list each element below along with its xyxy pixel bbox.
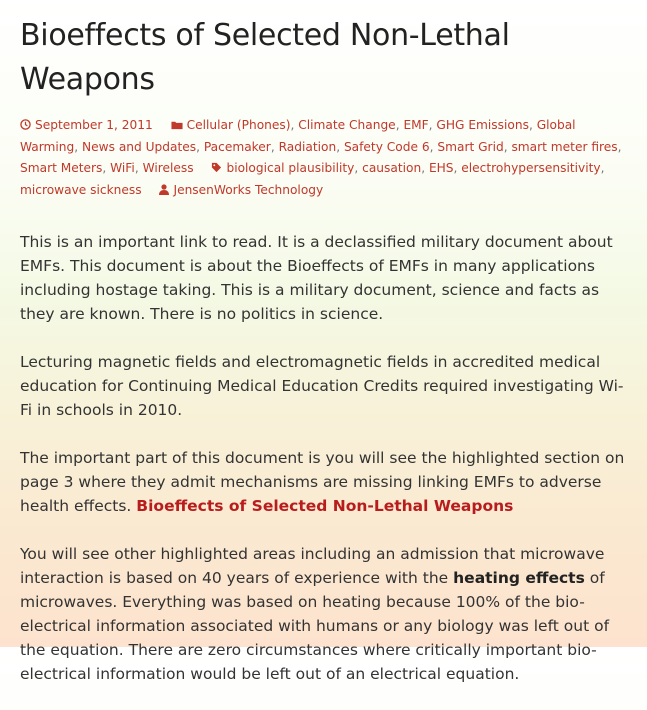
category-link[interactable]: Radiation	[278, 140, 337, 154]
paragraph-2: Lecturing magnetic fields and electromagnetic fields in accredited medical education for Continuing Medical Education Credits required investigating Wi-Fi in schools in 2010.	[20, 353, 624, 419]
category-link[interactable]: Global Warming	[20, 118, 576, 154]
category-link[interactable]: Smart Grid	[437, 140, 504, 154]
list-separator: ,	[336, 140, 344, 154]
paragraph-4	[20, 542, 630, 686]
post	[20, 14, 630, 710]
paragraph-3-text: The important part of this document is you will see the highlighted section on page 3 where they admit mechanisms are missing linking EMFs to adverse health effects.	[20, 449, 625, 515]
category-link[interactable]: WiFi	[110, 161, 135, 175]
author-link[interactable]: JensenWorks Technology	[173, 183, 324, 197]
list-separator: ,	[395, 118, 404, 132]
list-separator: ,	[102, 161, 111, 175]
list-separator: ,	[421, 161, 429, 175]
paragraph-1: This is an important link to read. It is a declassified military document about EMFs. This document is about the Bioeffects of EMFs in many applications including hostage taking. This is a military document, science and facts as they are known. There is no politics in science.	[20, 233, 613, 323]
category-link[interactable]: GHG Emissions	[436, 118, 529, 132]
list-separator: ,	[429, 140, 438, 154]
category-link[interactable]: Smart Meters	[20, 161, 103, 175]
category-link[interactable]: Cellular (Phones)	[186, 118, 291, 132]
post-content	[20, 230, 630, 686]
category-link[interactable]: smart meter fires	[511, 140, 618, 154]
list-separator: ,	[503, 140, 512, 154]
list-separator: ,	[617, 140, 622, 154]
category-link[interactable]: Wireless	[142, 161, 194, 175]
paragraph-4-text-b: of microwaves. Everything was based on heating because 100% of the bio-electrical information associated with humans or any biology was left out of the equation. There are zero circumstances where critically important bio-electrical information would be left out of an electrical equation.	[20, 569, 610, 683]
category-link[interactable]: Safety Code 6	[343, 140, 430, 154]
list-separator: ,	[453, 161, 462, 175]
category-link[interactable]: EMF	[403, 118, 429, 132]
tag-link[interactable]: microwave sickness	[20, 183, 142, 197]
list-separator: ,	[290, 118, 299, 132]
post-date	[20, 118, 157, 132]
document-link[interactable]: Bioeffects of Selected Non-Lethal Weapons	[136, 497, 514, 515]
post-title: Bioeffects of Selected Non-Lethal Weapons	[20, 18, 510, 97]
tag-link[interactable]: biological plausibility	[226, 161, 355, 175]
list-separator: ,	[270, 140, 279, 154]
folder-icon	[171, 116, 183, 137]
category-link[interactable]: Pacemaker	[203, 140, 271, 154]
tag-link[interactable]: electrohypersensitivity	[461, 161, 601, 175]
tag-link[interactable]: EHS	[428, 161, 454, 175]
post-author	[159, 183, 323, 197]
category-link[interactable]: Climate Change	[298, 118, 396, 132]
list-separator: ,	[600, 161, 605, 175]
list-separator: ,	[134, 161, 143, 175]
list-separator: ,	[354, 161, 363, 175]
paragraph-3	[20, 446, 630, 518]
list-separator: ,	[428, 118, 437, 132]
tag-link[interactable]: causation	[362, 161, 422, 175]
list-separator: ,	[196, 140, 204, 154]
post-meta	[20, 115, 630, 202]
paragraph-4-text-a: You will see other highlighted areas including an admission that microwave interaction is based on 40 years of experience with the	[20, 545, 605, 587]
date-link[interactable]: September 1, 2011	[35, 118, 153, 132]
clock-icon	[20, 116, 31, 137]
list-separator: ,	[528, 118, 537, 132]
list-separator: ,	[74, 140, 83, 154]
user-icon	[159, 181, 169, 202]
heating-effects-bold: heating effects	[453, 569, 585, 587]
tag-icon	[211, 159, 222, 180]
category-link[interactable]: News and Updates	[82, 140, 197, 154]
